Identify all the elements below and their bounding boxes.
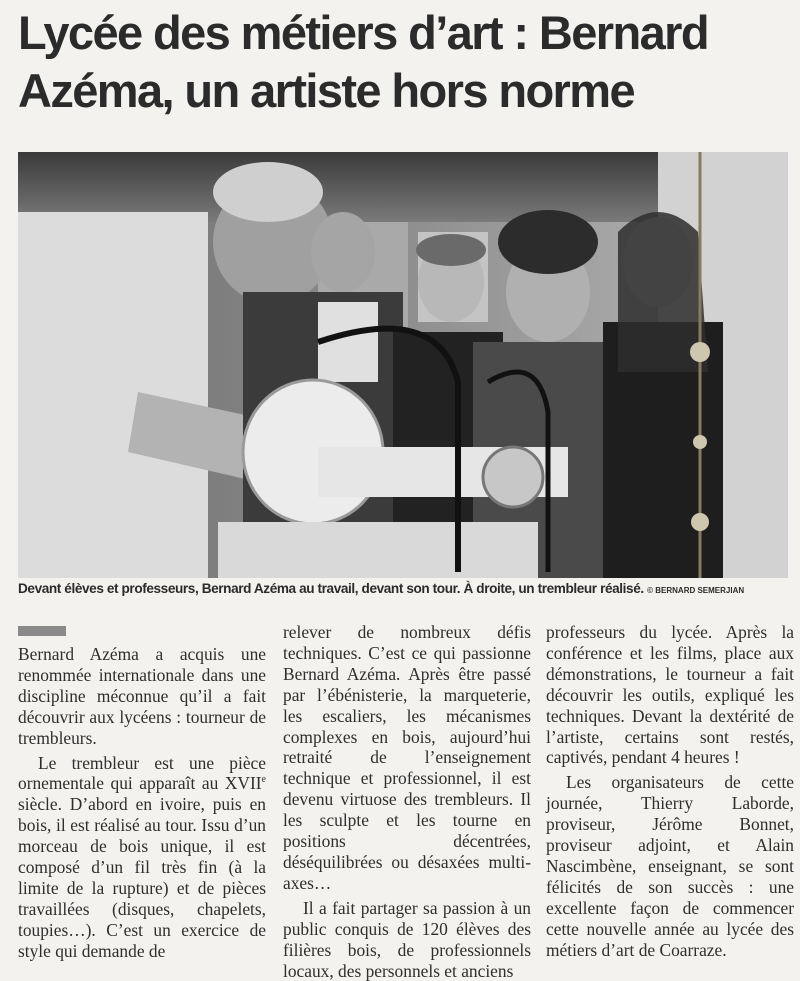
paragraph-text: siècle. D’abord en ivoire, puis en bois, il est réalisé au tour. Issu d’un morceau de bois unique, il est composé d’un fil très fin (à la limite de la rupture) et de pièces travaillées (disques, chapelets, toupies…). C’est un exercice de style qui demande de bbox=[18, 794, 266, 961]
headline-line-1: Lycée des métiers d’art : Bernard bbox=[18, 6, 708, 59]
paragraph: Il a fait partager sa passion à un public conquis de 120 élèves des filières bois, de professionnels locaux, des personnels et anciens bbox=[283, 897, 531, 981]
century-superscript: e bbox=[261, 774, 266, 786]
headline-line-2: Azéma, un artiste hors norme bbox=[18, 64, 634, 117]
article-headline bbox=[18, 4, 788, 120]
article-photo bbox=[18, 152, 788, 578]
column-rule bbox=[18, 626, 66, 636]
article-column-2 bbox=[283, 622, 531, 981]
caption-text: Devant élèves et professeurs, Bernard Azéma au travail, devant son tour. À droite, un trembleur réalisé. bbox=[18, 581, 644, 596]
paragraph: relever de nombreux défis techniques. C’est ce qui passionne Bernard Azéma. Après être passé par l’ébénisterie, la marqueterie, les escaliers, les mécanismes complexes en bois, aujourd’hui retraité de l’enseignement technique et professionnel, il est devenu virtuose des trembleurs. Il les sculpte et les tourne en positions décentrées, déséquilibrées ou désaxées multi-axes… bbox=[283, 622, 531, 893]
paragraph bbox=[18, 753, 266, 962]
article-column-1 bbox=[18, 644, 266, 962]
photo-caption bbox=[18, 580, 788, 600]
photo-credit: © BERNARD SEMERJIAN bbox=[647, 586, 745, 595]
article-column-3 bbox=[546, 622, 794, 961]
paragraph: Les organisateurs de cette journée, Thierry Laborde, proviseur, Jérôme Bonnet, proviseur adjoint, et Alain Nascimbène, enseignant, se sont félicités de son succès : une excellente façon de commencer cette nouvelle année au lycée des métiers d’art de Coarraze. bbox=[546, 772, 794, 960]
paragraph: Bernard Azéma a acquis une renommée internationale dans une discipline méconnue qu’il a fait découvrir aux lycéens : tourneur de trembleurs. bbox=[18, 644, 266, 748]
paragraph: professeurs du lycée. Après la conférence et les films, place aux démonstrations, le tourneur a fait découvrir les outils, expliqué les techniques. Devant la dextérité de l’artiste, certains sont restés, captivés, pendant 4 heures ! bbox=[546, 622, 794, 768]
paragraph-text: Le trembleur est une pièce ornementale qui apparaît au XVII bbox=[18, 752, 266, 794]
